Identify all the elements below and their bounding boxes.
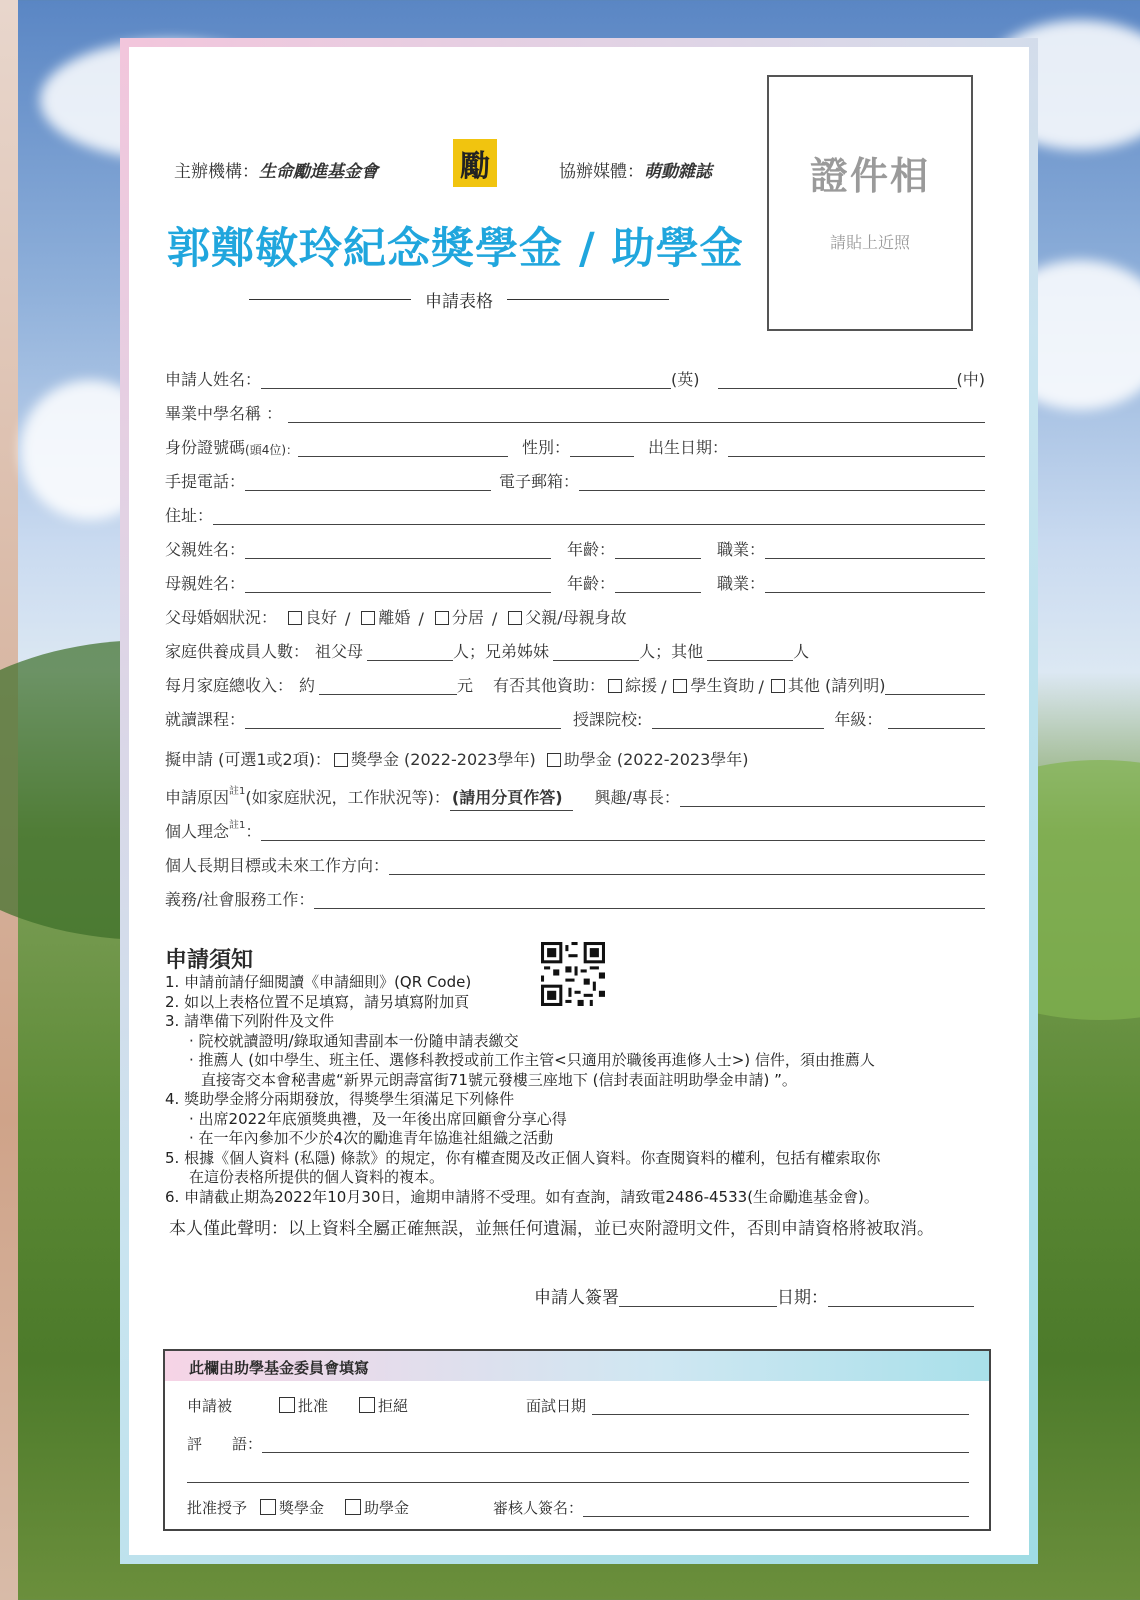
note-item: 1. 申請前請仔細閱讀《申請細則》(QR Code) [165, 973, 472, 991]
interest-label: 興趣/專長： [594, 788, 680, 807]
reason-hint: (如家庭狀況，工作狀況等)： [245, 788, 450, 807]
others-label: 其他 [671, 642, 704, 661]
note-item: 4. 獎助學金將分兩期發放，得獎學生須滿足下列條件 [165, 1090, 515, 1108]
checkbox-icon [279, 1397, 295, 1413]
reason-value[interactable]: (請用分頁作答) [450, 785, 573, 811]
declaration: 本人僅此聲明：以上資料全屬正確無誤，並無任何遺漏，並已夾附證明文件，否則申請資格將被取消。 [169, 1219, 934, 1239]
date-field[interactable] [828, 1306, 974, 1307]
belief-field[interactable] [261, 840, 985, 841]
mother-job-label: 職業： [717, 574, 766, 593]
family-label: 家庭供養成員人數： [165, 642, 310, 661]
others-field[interactable] [707, 660, 793, 661]
grant-label: 批准授予 [187, 1499, 248, 1517]
contact-row [165, 469, 985, 495]
marital-option-divorced[interactable]: 離婚 [358, 605, 410, 631]
person-unit: 人； [453, 642, 486, 661]
mother-age-field[interactable] [615, 592, 701, 593]
reason-note: 註1 [229, 786, 246, 797]
id-label: 身份證號碼 [165, 438, 246, 457]
organizer-label: 主辦機構： [174, 162, 259, 182]
name-en-label: (英) [671, 370, 700, 389]
service-label: 義務/社會服務工作： [165, 890, 315, 909]
grant-scholarship-option[interactable]: 獎學金 [257, 1497, 324, 1521]
checkbox-icon [435, 611, 449, 625]
father-label: 父親姓名： [165, 540, 246, 559]
signature-row [534, 1283, 974, 1311]
signature-field[interactable] [619, 1306, 777, 1307]
checkbox-icon [260, 1499, 276, 1515]
mother-name-field[interactable] [245, 592, 551, 593]
belief-label: 個人理念 [165, 822, 230, 841]
co-organizer-name: 萌動雜誌 [644, 162, 712, 182]
mobile-field[interactable] [245, 490, 491, 491]
goal-field[interactable] [389, 874, 985, 875]
marital-row: 父母婚姻狀況： 良好 / 離婚 / 分居 / 父親/母親身故 [165, 605, 985, 631]
marital-option-separated[interactable]: 分居 [432, 605, 484, 631]
family-row [165, 639, 985, 665]
income-unit: 元 [457, 676, 474, 695]
dob-field[interactable] [728, 456, 985, 457]
mother-label: 母親姓名： [165, 574, 246, 593]
checkbox-icon [608, 679, 622, 693]
year-label: 年級： [834, 710, 883, 729]
name-zh-field[interactable] [718, 388, 957, 389]
checkbox-icon [359, 1397, 375, 1413]
father-job-field[interactable] [765, 558, 985, 559]
siblings-label: 兄弟姊妹 [485, 642, 550, 661]
note-item: 2. 如以上表格位置不足填寫，請另填寫附加頁 [165, 992, 470, 1011]
gender-field[interactable] [570, 456, 634, 457]
mother-job-field[interactable] [765, 592, 985, 593]
subtitle-text: 申請表格 [425, 291, 493, 312]
service-row [165, 887, 985, 913]
income-label: 每月家庭總收入： [165, 676, 294, 695]
father-job-label: 職業： [717, 540, 766, 559]
name-label: 申請人姓名： [165, 370, 262, 389]
comment-field[interactable] [262, 1452, 969, 1453]
apply-row [165, 747, 985, 773]
note-item: · 推薦人 (如中學生、班主任、選修科教授或前工作主管<只適用於職後再進修人士>) 信件，須由推薦人 [189, 1051, 875, 1069]
note-item: · 在一年內參加不少於4次的勵進青年協進社組織之活動 [189, 1129, 554, 1147]
course-field[interactable] [245, 728, 561, 729]
reviewer-signature-field[interactable] [583, 1516, 969, 1517]
goal-label: 個人長期目標或未來工作方向： [165, 856, 390, 875]
note-item: · 出席2022年底頒獎典禮，及一年後出席回顧會分享心得 [189, 1109, 567, 1128]
checkbox-icon [673, 679, 687, 693]
mobile-label: 手提電話： [165, 472, 246, 491]
co-organizer-label: 協辦媒體： [559, 162, 644, 182]
reason-label: 申請原因 [165, 788, 230, 807]
name-en-field[interactable] [261, 388, 671, 389]
course-row [165, 707, 985, 733]
comment-label: 評 語： [187, 1435, 263, 1453]
checkbox-icon [288, 611, 302, 625]
note-item: 在這份表格所提供的個人資料的複本。 [189, 1168, 445, 1186]
foundation-logo: 勵 [453, 139, 497, 187]
checkbox-icon [771, 679, 785, 693]
interest-field[interactable] [680, 806, 985, 807]
institution-label: 授課院校: [573, 710, 643, 729]
marital-option-deceased[interactable]: 父親/母親身故 [505, 605, 626, 631]
reason-row [165, 785, 985, 811]
institution-field[interactable] [652, 728, 824, 729]
page-title: 郭鄭敏玲紀念獎學金 / 助學金 [167, 224, 744, 274]
dob-label: 出生日期： [648, 438, 729, 457]
siblings-field[interactable] [553, 660, 639, 661]
apply-option-bursary[interactable]: 助學金 (2022-2023學年) [536, 747, 749, 773]
approve-option[interactable]: 批准 [276, 1395, 328, 1419]
aid-option-student[interactable]: 學生資助 [670, 673, 754, 699]
mother-age-label: 年齡： [567, 574, 616, 593]
belief-note: 註1 [229, 820, 246, 831]
email-field[interactable] [579, 490, 985, 491]
id-row [165, 435, 985, 461]
income-field[interactable] [319, 694, 457, 695]
note-item: 直接寄交本會秘書處“新界元朗壽富街71號元發樓三座地下 (信封表面註明助學金申請) ”。 [201, 1070, 797, 1089]
note-item: 3. 請準備下列附件及文件 [165, 1012, 335, 1030]
email-label: 電子郵箱： [499, 472, 580, 491]
subtitle [249, 287, 669, 311]
aid-option-other[interactable]: 其他 (請列明) [768, 673, 886, 699]
person-unit: 人 [793, 642, 810, 661]
grant-row [187, 1497, 969, 1521]
apply-label: 擬申請 (可選1或2項)： [165, 750, 331, 769]
aid-option-cssa[interactable]: 綜援 [605, 673, 657, 699]
apply-option-scholarship[interactable]: 獎學金 (2022-2023學年) [331, 747, 536, 773]
note-item: · 院校就讀證明/錄取通知書副本一份隨申請表繳交 [189, 1031, 519, 1050]
gender-label: 性別： [522, 438, 571, 457]
interview-date-field[interactable] [592, 1414, 969, 1415]
address-field[interactable] [213, 524, 985, 525]
aid-label: 有否其他資助： [493, 676, 606, 695]
organizer-name: 生命勵進基金會 [259, 162, 378, 182]
notes-title: 申請須知 [165, 948, 254, 973]
co-organizer [559, 157, 712, 182]
address-row [165, 503, 985, 529]
name-row [165, 367, 985, 393]
committee-section [163, 1349, 991, 1531]
comment-row [187, 1433, 969, 1457]
interview-label: 面試日期 [526, 1397, 587, 1415]
person-unit: 人； [639, 642, 672, 661]
applied-label: 申請被 [187, 1397, 233, 1415]
aid-other-field[interactable] [885, 694, 985, 695]
notes-list [165, 973, 985, 1207]
mother-row [165, 571, 985, 597]
checkbox-icon [547, 753, 561, 767]
note-item: 5. 根據《個人資料 (私隱) 條款》的規定，你有權查閱及改正個人資料。你查閱資料的權利，包括有權索取你 [165, 1148, 881, 1167]
father-row [165, 537, 985, 563]
checkbox-icon [334, 753, 348, 767]
father-age-label: 年齡： [567, 540, 616, 559]
grandparents-label: 祖父母 [315, 642, 364, 661]
committee-decision-row [187, 1395, 969, 1419]
year-field[interactable] [888, 728, 985, 729]
reject-option[interactable]: 拒絕 [356, 1395, 408, 1419]
school-label: 畢業中學名稱 ： [165, 404, 283, 423]
course-label: 就讀課程： [165, 710, 246, 729]
photo-label: 證件相 [809, 154, 930, 198]
income-row: 每月家庭總收入： 約 元 有否其他資助： 綜援 / 學生資助 / 其他 (請列明) [165, 673, 985, 699]
id-hint: (頭4位)： [245, 443, 299, 457]
id-field[interactable] [298, 456, 508, 457]
checkbox-icon [345, 1499, 361, 1515]
comment-row-2 [187, 1463, 969, 1487]
goal-row [165, 853, 985, 879]
application-form-card [120, 38, 1038, 1564]
organizer [174, 157, 378, 182]
marital-option-good[interactable]: 良好 [277, 605, 337, 631]
committee-header: 此欄由助學基金委員會填寫 [165, 1351, 989, 1381]
date-label: 日期： [777, 1288, 828, 1308]
signer-label: 申請人簽署 [534, 1288, 619, 1308]
checkbox-icon [361, 611, 375, 625]
photo-box[interactable] [767, 75, 973, 331]
father-age-field[interactable] [615, 558, 701, 559]
checkbox-icon [508, 611, 522, 625]
reviewer-label: 審核人簽名： [493, 1499, 584, 1517]
school-row [165, 401, 985, 427]
photo-hint: 請貼上近照 [829, 233, 910, 252]
note-item: 6. 申請截止期為2022年10月30日，逾期申請將不受理。如有查詢，請致電2486-4533(生命勵進基金會)。 [165, 1187, 879, 1206]
service-field[interactable] [314, 908, 985, 909]
belief-row: 個人理念 註1 ： [165, 819, 985, 845]
grandparents-field[interactable] [367, 660, 453, 661]
address-label: 住址： [165, 506, 214, 525]
income-approx: 約 [299, 676, 316, 695]
comment-field[interactable] [187, 1482, 969, 1483]
school-field[interactable] [288, 422, 985, 423]
name-zh-label: (中) [956, 370, 985, 389]
father-name-field[interactable] [245, 558, 551, 559]
marital-label: 父母婚姻狀況： [165, 608, 278, 627]
grant-bursary-option[interactable]: 助學金 [342, 1497, 409, 1521]
